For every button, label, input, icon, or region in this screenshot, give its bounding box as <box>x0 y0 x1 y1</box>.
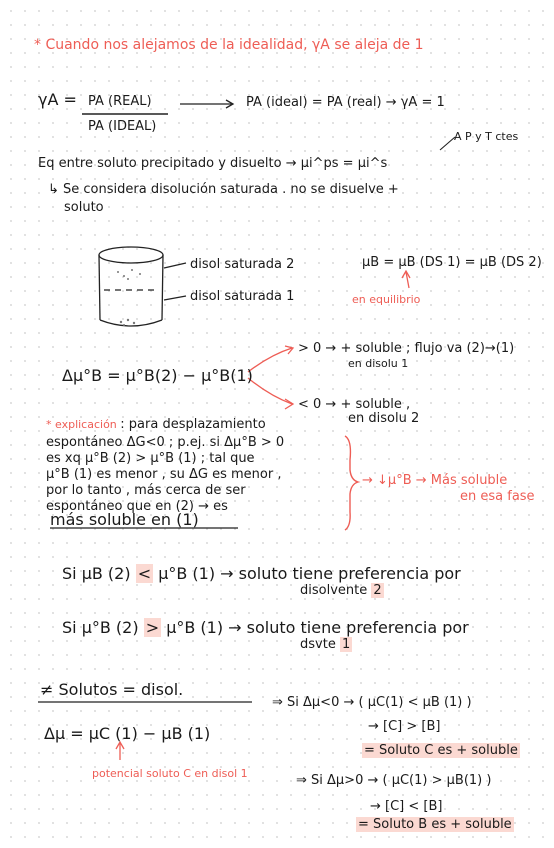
solutes-delta: Δμ = μC (1) − μB (1) <box>44 724 211 743</box>
gt-line-2: en disolu 1 <box>348 357 409 370</box>
explanation-line-5: por lo tanto , más cerca de ser <box>46 483 246 498</box>
case-2-line-2: → [C] < [B] <box>370 799 443 814</box>
equilibrium-note-2: soluto <box>64 200 104 215</box>
explanation-label: * explicación <box>46 418 121 431</box>
preference-case-2-end: dsvte 1 <box>300 637 351 652</box>
equilibrium-note-1: ↳ Se considera disolución saturada . no se disuelve + <box>48 182 399 197</box>
lt-line-2: en disolu 2 <box>348 411 420 426</box>
case-1-line-2: → [C] > [B] <box>368 719 441 734</box>
explanation-result-1: → ↓μ°B → Más soluble <box>362 473 508 488</box>
explanation-result-2: en esa fase <box>460 489 535 504</box>
branch-arrow-down <box>248 378 292 404</box>
preference-case-1: Si μB (2) < μ°B (1) → soluto tiene preferencia por <box>62 564 461 583</box>
explanation-line-7: más soluble en (1) <box>50 510 199 529</box>
case-1-line-1: ⇒ Si Δμ<0 → ( μC(1) < μB (1) ) <box>272 695 472 710</box>
explanation-line-3: es xq μ°B (2) > μ°B (1) ; tal que <box>46 451 255 466</box>
branch-arrow-up <box>248 348 292 372</box>
gt-line-1: > 0 → + soluble ; flujo va (2)→(1) <box>298 341 515 356</box>
beaker-icon <box>99 247 186 326</box>
preference-case-1-end: disolvente 2 <box>300 583 382 598</box>
potential-note: potencial soluto C en disol 1 <box>92 767 248 780</box>
equilibrium-note: en equilibrio <box>352 293 421 306</box>
explanation-line-1 <box>46 418 266 431</box>
gamma-result: PA (ideal) = PA (real) → γA = 1 <box>246 95 445 110</box>
case-1-line-3: = Soluto C es + soluble <box>364 743 518 758</box>
brace <box>345 436 358 530</box>
constant-arrow <box>440 137 455 150</box>
preference-case-2: Si μ°B (2) > μ°B (1) → soluto tiene preferencia por <box>62 618 469 637</box>
gamma-denominator: PA (IDEAL) <box>88 119 157 134</box>
beaker-particles <box>117 269 141 326</box>
explanation-line-2: espontáneo ΔG<0 ; p.ej. si Δμ°B > 0 <box>46 435 285 450</box>
beaker-label-1: disol saturada 1 <box>190 289 295 304</box>
case-2-line-3: = Soluto B es + soluble <box>358 817 512 832</box>
delta-mu-expression: Δμ°B = μ°B(2) − μ°B(1) <box>62 366 253 385</box>
case-2-line-1: ⇒ Si Δμ>0 → ( μC(1) > μB(1) ) <box>296 773 492 788</box>
explanation-line-6: espontáneo que en (2) → es <box>46 499 228 514</box>
header-note: * Cuando nos alejamos de la idealidad, γA se aleja de 1 <box>34 37 424 53</box>
equilibrium-line: Eq entre soluto precipitado y disuelto → μi^ps = μi^s <box>38 156 388 171</box>
lt-line-1: < 0 → + soluble , <box>298 397 411 412</box>
explanation-line-4: μ°B (1) es menor , su ΔG es menor , <box>46 467 282 482</box>
solutes-title: ≠ Solutos = disol. <box>40 680 184 699</box>
gamma-lhs: γA = <box>38 90 77 109</box>
constant-note: A P y T ctes <box>454 130 519 143</box>
mu-equation: μB = μB (DS 1) = μB (DS 2) <box>362 255 542 270</box>
explanation-text: : para desplazamiento <box>120 417 266 432</box>
beaker-label-2: disol saturada 2 <box>190 257 295 272</box>
gamma-numerator: PA (REAL) <box>88 94 152 109</box>
